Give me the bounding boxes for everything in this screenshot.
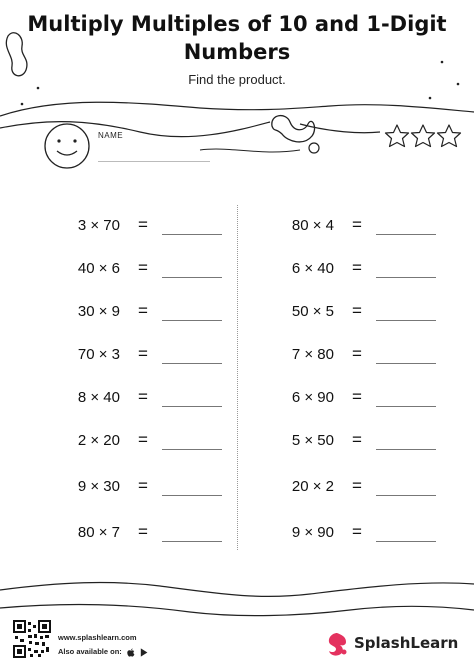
dot-decoration: [37, 87, 40, 90]
problem-expression: 6 × 90: [291, 389, 334, 406]
answer-blank[interactable]: [162, 406, 222, 407]
equals-sign: =: [352, 387, 362, 406]
star-icon: [438, 125, 461, 147]
available-on-row: [58, 647, 148, 657]
answer-blank[interactable]: [376, 277, 436, 278]
header-wave-line: [0, 122, 270, 137]
website-url[interactable]: www.splashlearn.com: [58, 633, 137, 642]
equals-sign: =: [352, 522, 362, 541]
answer-blank[interactable]: [376, 449, 436, 450]
problem-expression: 2 × 20: [77, 432, 120, 449]
problem-item: [0, 213, 220, 239]
splashlearn-logo-icon: [324, 631, 350, 657]
play-store-icon[interactable]: [140, 648, 148, 657]
problem-expression: 7 × 80: [291, 346, 334, 363]
problem-item: [0, 256, 220, 282]
problem-item: [0, 385, 220, 411]
small-circle-decoration: [309, 143, 319, 153]
equals-sign: =: [138, 387, 148, 406]
problem-item: [214, 213, 434, 239]
equals-sign: =: [352, 301, 362, 320]
problem-item: [214, 385, 434, 411]
equals-sign: =: [352, 215, 362, 234]
footer-wave-line: [0, 605, 474, 616]
equals-sign: =: [352, 258, 362, 277]
problem-item: [0, 474, 220, 500]
swirl-decoration: [272, 116, 315, 142]
problem-item: [214, 342, 434, 368]
answer-blank[interactable]: [162, 541, 222, 542]
problem-expression: 80 × 7: [77, 524, 120, 541]
name-label: NAME: [98, 131, 124, 140]
problem-item: [0, 342, 220, 368]
equals-sign: =: [138, 476, 148, 495]
answer-blank[interactable]: [376, 495, 436, 496]
answer-blank[interactable]: [162, 277, 222, 278]
qr-code-icon[interactable]: [13, 620, 51, 658]
star-icon: [386, 125, 409, 147]
equals-sign: =: [138, 215, 148, 234]
worksheet-title: Multiply Multiples of 10 and 1-Digit: [27, 12, 447, 36]
footer-wave-line: [0, 583, 474, 597]
problem-expression: 5 × 50: [291, 432, 334, 449]
problem-item: [214, 474, 434, 500]
answer-blank[interactable]: [376, 406, 436, 407]
header-wave-line: [300, 124, 380, 133]
answer-blank[interactable]: [376, 234, 436, 235]
problem-item: [214, 299, 434, 325]
problem-expression: 8 × 40: [77, 389, 120, 406]
problem-expression: 30 × 9: [77, 303, 120, 320]
problem-expression: 40 × 6: [77, 260, 120, 277]
problem-expression: 80 × 4: [291, 217, 334, 234]
name-field[interactable]: [98, 161, 210, 162]
star-icon: [412, 125, 435, 147]
equals-sign: =: [138, 301, 148, 320]
equals-sign: =: [352, 430, 362, 449]
dot-decoration: [429, 97, 432, 100]
equals-sign: =: [138, 344, 148, 363]
available-on-label: Also available on:: [58, 647, 122, 656]
problem-item: [0, 520, 220, 546]
problem-expression: 6 × 40: [291, 260, 334, 277]
answer-blank[interactable]: [162, 449, 222, 450]
smiley-face-icon: [45, 124, 89, 168]
problem-expression: 20 × 2: [291, 478, 334, 495]
instruction-text: Find the product.: [188, 72, 286, 87]
problem-item: [214, 256, 434, 282]
equals-sign: =: [138, 258, 148, 277]
apple-icon[interactable]: [127, 648, 135, 657]
header-wave-line: [0, 102, 474, 116]
equals-sign: =: [352, 476, 362, 495]
worksheet-title: Numbers: [183, 40, 291, 64]
problem-item: [0, 299, 220, 325]
answer-blank[interactable]: [162, 320, 222, 321]
equals-sign: =: [352, 344, 362, 363]
problem-item: [214, 428, 434, 454]
problem-expression: 70 × 3: [77, 346, 120, 363]
problem-item: [214, 520, 434, 546]
equals-sign: =: [138, 522, 148, 541]
answer-blank[interactable]: [162, 363, 222, 364]
header-wave-line: [200, 149, 300, 152]
problem-item: [0, 428, 220, 454]
brand-name: SplashLearn: [354, 634, 459, 652]
answer-blank[interactable]: [162, 495, 222, 496]
problem-expression: 9 × 30: [77, 478, 120, 495]
problem-expression: 50 × 5: [291, 303, 334, 320]
problem-expression: 3 × 70: [77, 217, 120, 234]
problem-expression: 9 × 90: [291, 524, 334, 541]
dot-decoration: [21, 103, 24, 106]
answer-blank[interactable]: [376, 320, 436, 321]
answer-blank[interactable]: [162, 234, 222, 235]
answer-blank[interactable]: [376, 363, 436, 364]
answer-blank[interactable]: [376, 541, 436, 542]
equals-sign: =: [138, 430, 148, 449]
